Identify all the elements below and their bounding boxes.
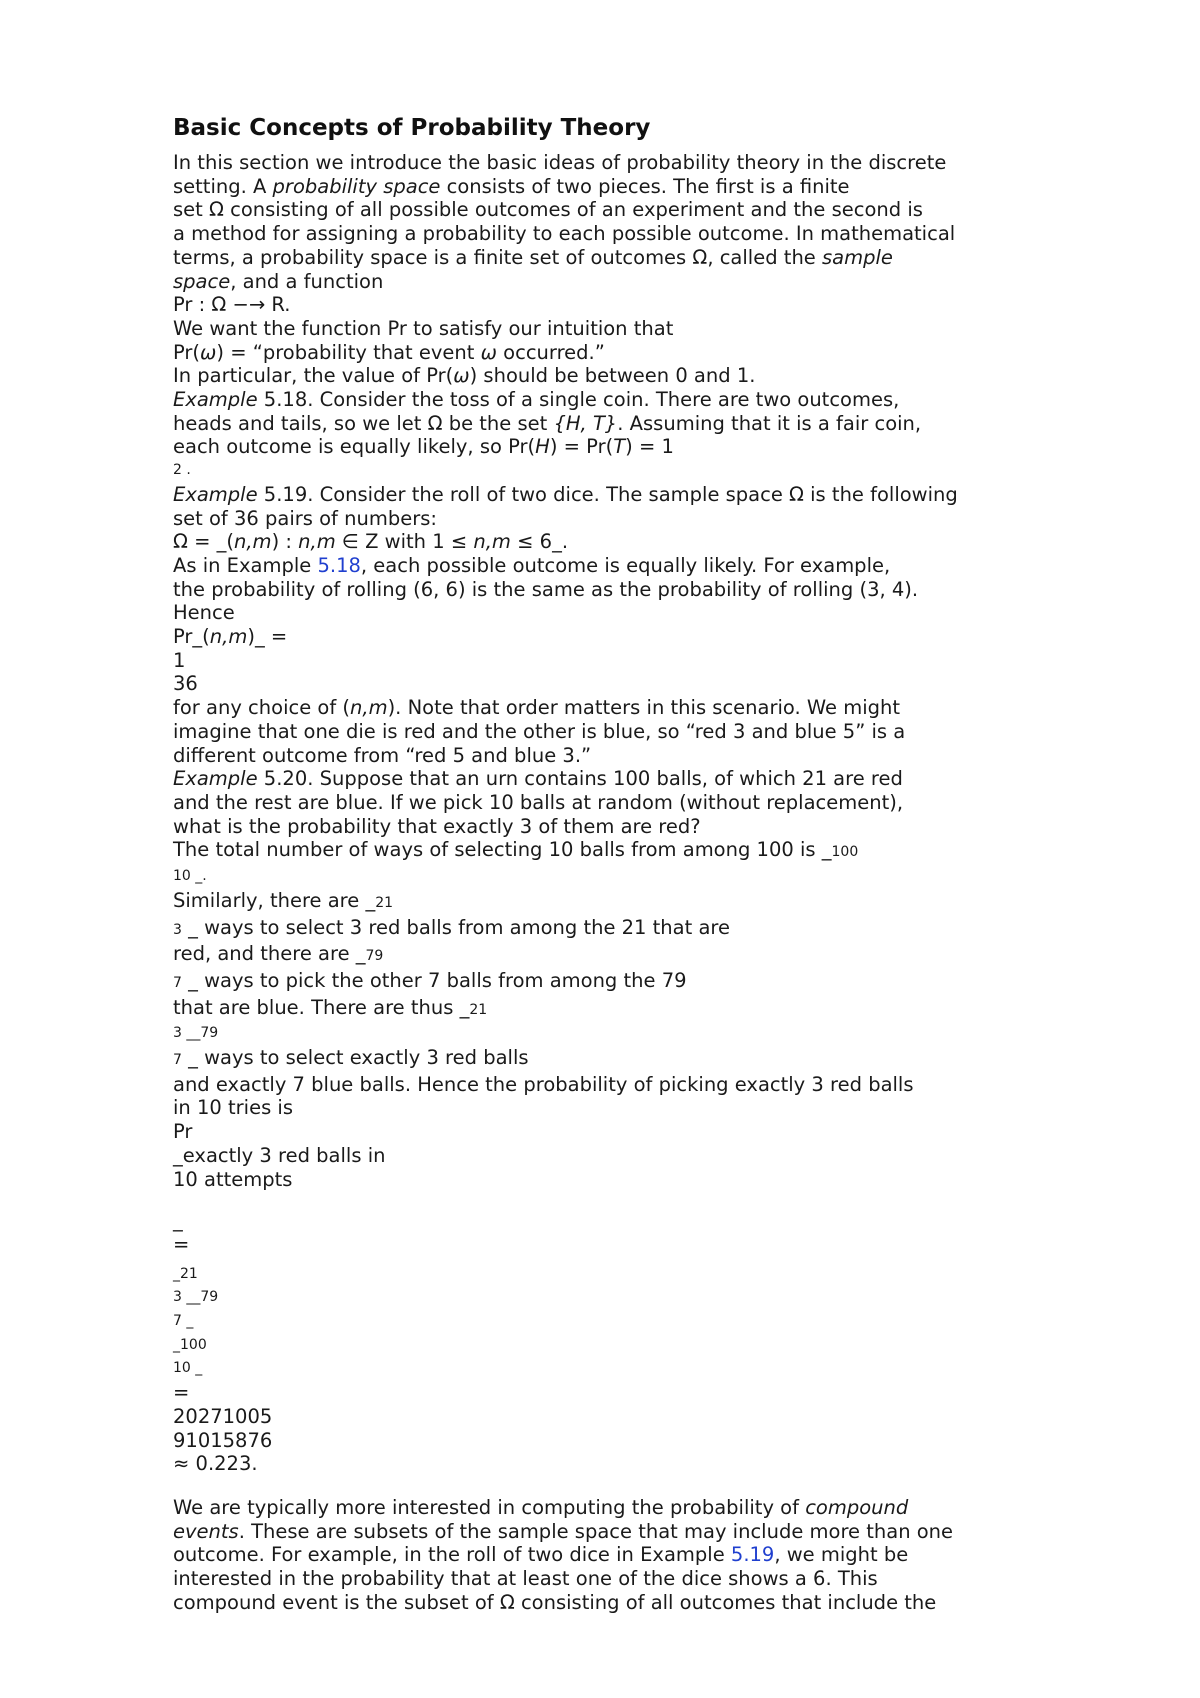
text-span: 7 xyxy=(173,974,182,991)
text-span: 21 xyxy=(375,894,394,911)
text-span: _ xyxy=(173,1209,183,1233)
italic-text: ω xyxy=(200,340,217,364)
text-span: We are typically more interested in computing the probability of xyxy=(173,1495,806,1519)
italic-text: Example xyxy=(173,482,258,506)
text-span: heads and tails, so we let Ω be the set xyxy=(173,411,554,435)
text-span: Pr xyxy=(173,1120,193,1144)
text-span: 79 xyxy=(365,948,384,965)
italic-text: compound xyxy=(805,1495,909,1519)
text-line xyxy=(173,364,1133,388)
text-span: ) = 1 xyxy=(625,435,674,459)
text-span: 3 __79 xyxy=(173,1289,219,1306)
text-line xyxy=(173,696,1133,720)
text-span: , and a function xyxy=(230,269,384,293)
text-line xyxy=(173,151,1133,175)
text-span: Pr_( xyxy=(173,625,210,649)
text-span: ∈ Z with 1 ≤ xyxy=(335,530,474,554)
text-span: . Assuming that it is a fair coin, xyxy=(617,411,922,435)
text-line xyxy=(173,744,1133,768)
italic-text: H xyxy=(535,435,550,459)
text-line xyxy=(173,483,1133,507)
text-span: 3 xyxy=(173,921,182,938)
text-span: in 10 tries is xyxy=(173,1096,293,1120)
text-span: . These are subsets of the sample space that may include more than one xyxy=(238,1519,954,1543)
text-span: that are blue. There are thus _ xyxy=(173,995,470,1019)
text-line xyxy=(173,969,1133,996)
text-line xyxy=(173,791,1133,815)
page-title: Basic Concepts of Probability Theory xyxy=(173,115,651,141)
text-span: 20271005 xyxy=(173,1404,273,1428)
text-line xyxy=(173,1520,1133,1544)
text-span: the probability of rolling (6, 6) is the same as the probability of rolling (3, 4). xyxy=(173,577,919,601)
italic-text: Example xyxy=(173,767,258,791)
text-span: 10 _. xyxy=(173,868,207,885)
italic-text: events xyxy=(173,1519,239,1543)
text-span: We want the function Pr to satisfy our intuition that xyxy=(173,316,674,340)
text-line xyxy=(173,720,1133,744)
text-span: ) : xyxy=(271,530,299,554)
text-line xyxy=(173,459,1133,483)
text-span: _21 xyxy=(173,1265,198,1282)
text-line xyxy=(173,412,1133,436)
text-span: _exactly 3 red balls in xyxy=(173,1143,386,1167)
text-span: _ ways to select 3 red balls from among the 21 that are xyxy=(181,915,730,939)
text-line xyxy=(173,1120,1133,1144)
text-span: 7 _ xyxy=(173,1313,194,1330)
text-line xyxy=(173,1452,1133,1476)
text-span: compound event is the subset of Ω consisting of all outcomes that include the xyxy=(173,1590,937,1614)
text-span: and exactly 7 blue balls. Hence the probability of picking exactly 3 red balls xyxy=(173,1072,914,1096)
italic-text: Example xyxy=(173,388,258,412)
text-span: ) = “probability that event xyxy=(216,340,481,364)
cross-reference-link[interactable]: 5.19 xyxy=(730,1543,775,1567)
text-span: = xyxy=(173,1232,190,1256)
document-page xyxy=(173,112,1133,1614)
text-line xyxy=(173,1405,1133,1429)
line-gap xyxy=(173,1191,1133,1209)
text-span: , we might be xyxy=(774,1543,909,1567)
text-line xyxy=(173,767,1133,791)
text-span: ) = Pr( xyxy=(549,435,614,459)
text-span: imagine that one die is red and the other is blue, so “red 3 and blue 5” is a xyxy=(173,719,906,743)
italic-text: n,m xyxy=(473,530,511,554)
text-line xyxy=(173,1496,1133,1520)
text-span: setting. A xyxy=(173,174,273,198)
text-line xyxy=(173,1591,1133,1615)
text-span: In particular, the value of Pr( xyxy=(173,364,454,388)
text-span: 3 __79 xyxy=(173,1025,219,1042)
text-span: ≤ 6_. xyxy=(510,530,569,554)
text-line xyxy=(173,222,1133,246)
text-span: set Ω consisting of all possible outcomes of an experiment and the second is xyxy=(173,198,923,222)
text-span: 100 xyxy=(831,844,859,861)
text-span: red, and there are _ xyxy=(173,942,366,966)
italic-text: n,m xyxy=(298,530,336,554)
italic-text: T xyxy=(613,435,626,459)
text-span: different outcome from “red 5 and blue 3.” xyxy=(173,743,592,767)
text-line xyxy=(173,1357,1133,1381)
text-line xyxy=(173,1144,1133,1168)
text-span: a method for assigning a probability to each possible outcome. In mathematical xyxy=(173,222,956,246)
text-span: _ ways to select exactly 3 red balls xyxy=(181,1046,529,1070)
text-span: _ ways to pick the other 7 balls from among the 79 xyxy=(181,968,687,992)
text-line xyxy=(173,293,1133,317)
text-span: interested in the probability that at least one of the dice shows a 6. This xyxy=(173,1567,878,1591)
text-line xyxy=(173,649,1133,673)
italic-text: space xyxy=(173,269,231,293)
italic-text: n,m xyxy=(209,625,248,649)
text-span: Pr : Ω −→ R. xyxy=(173,293,291,317)
text-line xyxy=(173,815,1133,839)
text-line xyxy=(173,1381,1133,1405)
text-span: In this section we introduce the basic ideas of probability theory in the discrete xyxy=(173,151,947,174)
text-span: outcome. For example, in the roll of two dice in Example xyxy=(173,1543,731,1567)
italic-text: probability space xyxy=(272,174,441,198)
text-line xyxy=(173,1046,1133,1073)
text-span: 1 xyxy=(173,648,186,672)
italic-text: sample xyxy=(822,245,893,269)
text-line xyxy=(173,865,1133,889)
text-span: 10 _ xyxy=(173,1360,203,1377)
italic-text: n,m xyxy=(350,696,388,720)
text-span: Similarly, there are _ xyxy=(173,888,376,912)
text-span: 7 xyxy=(173,1052,182,1069)
text-span: 5.20. Suppose that an urn contains 100 balls, of which 21 are red xyxy=(257,767,903,791)
text-line xyxy=(173,1567,1133,1591)
text-span: _100 xyxy=(173,1336,207,1353)
text-line xyxy=(173,341,1133,365)
text-span: 5.18. Consider the toss of a single coin. There are two outcomes, xyxy=(257,388,900,412)
text-line xyxy=(173,198,1133,222)
text-line xyxy=(173,625,1133,649)
text-line xyxy=(173,601,1133,625)
text-line xyxy=(173,530,1133,554)
text-line xyxy=(173,175,1133,199)
text-span: consists of two pieces. The first is a finite xyxy=(440,174,850,198)
text-line xyxy=(173,1096,1133,1120)
italic-text: n,m xyxy=(234,530,272,554)
text-span: = xyxy=(173,1381,190,1405)
text-line xyxy=(173,270,1133,294)
text-line xyxy=(173,317,1133,341)
text-line xyxy=(173,672,1133,696)
text-line xyxy=(173,1168,1133,1192)
text-line xyxy=(173,554,1133,578)
text-line xyxy=(173,1209,1133,1233)
text-line xyxy=(173,578,1133,602)
text-line xyxy=(173,838,1133,865)
text-span: ) should be between 0 and 1. xyxy=(469,364,756,388)
text-span: , each possible outcome is equally likely. For example, xyxy=(360,553,891,577)
text-line xyxy=(173,1286,1133,1310)
text-line xyxy=(173,889,1133,916)
text-span: Pr( xyxy=(173,340,201,364)
text-span: 5.19. Consider the roll of two dice. The sample space Ω is the following xyxy=(257,482,958,506)
text-span: for any choice of ( xyxy=(173,696,351,720)
italic-text: ω xyxy=(480,340,497,364)
text-line xyxy=(173,388,1133,412)
text-line xyxy=(173,942,1133,969)
text-line xyxy=(173,996,1133,1023)
text-line xyxy=(173,1022,1133,1046)
text-line xyxy=(173,916,1133,943)
text-span: As in Example xyxy=(173,553,318,577)
text-span: 91015876 xyxy=(173,1428,273,1452)
text-span: 2 . xyxy=(173,462,191,479)
text-line xyxy=(173,1543,1133,1567)
text-span: Hence xyxy=(173,601,235,625)
text-span: set of 36 pairs of numbers: xyxy=(173,506,437,530)
text-line xyxy=(173,1233,1133,1257)
text-span: The total number of ways of selecting 10 balls from among 100 is _ xyxy=(173,838,832,862)
text-span: what is the probability that exactly 3 of them are red? xyxy=(173,814,701,838)
text-span: Ω = _( xyxy=(173,530,234,554)
text-line xyxy=(173,1073,1133,1097)
text-span: 21 xyxy=(469,1001,488,1018)
body-text xyxy=(173,151,1133,1614)
text-line xyxy=(173,246,1133,270)
text-line xyxy=(173,1263,1133,1287)
text-span: occurred.” xyxy=(496,340,605,364)
text-line xyxy=(173,507,1133,531)
text-span: )_ = xyxy=(247,625,288,649)
text-line xyxy=(173,435,1133,459)
text-line xyxy=(173,1334,1133,1358)
text-span: 10 attempts xyxy=(173,1167,293,1191)
text-span: and the rest are blue. If we pick 10 balls at random (without replacement), xyxy=(173,790,904,814)
italic-text: ω xyxy=(453,364,470,388)
paragraph-gap xyxy=(173,1476,1133,1496)
cross-reference-link[interactable]: 5.18 xyxy=(317,553,361,577)
text-span: ). Note that order matters in this scenario. We might xyxy=(387,696,901,720)
text-line xyxy=(173,1310,1133,1334)
text-line xyxy=(173,1429,1133,1453)
text-span: each outcome is equally likely, so Pr( xyxy=(173,435,536,459)
italic-text: {H, T} xyxy=(553,411,618,435)
text-span: terms, a probability space is a finite set of outcomes Ω, called the xyxy=(173,245,822,269)
text-span: ≈ 0.223. xyxy=(173,1452,258,1476)
text-span: 36 xyxy=(173,672,198,696)
